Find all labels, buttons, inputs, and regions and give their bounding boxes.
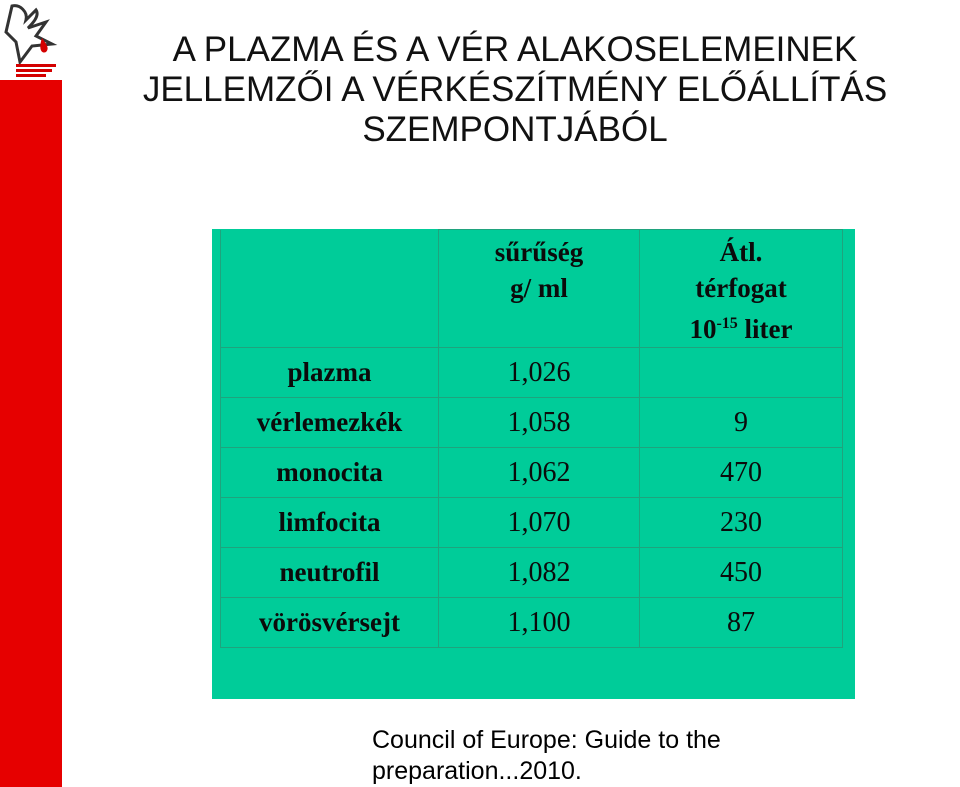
slide-title: [80, 30, 950, 150]
header-volume-line-2: térfogat: [695, 273, 787, 303]
row-label: vörösvérsejt: [221, 598, 439, 648]
row-density: 1,026: [439, 348, 640, 398]
row-volume: 87: [640, 598, 843, 648]
row-label: limfocita: [221, 498, 439, 548]
table-row: [221, 448, 843, 498]
header-volume: [640, 230, 843, 348]
header-density-line-1: sűrűség: [494, 237, 584, 267]
row-volume: 230: [640, 498, 843, 548]
table-row: [221, 398, 843, 448]
row-density: 1,070: [439, 498, 640, 548]
volume-exponent: -15: [716, 315, 738, 332]
row-label: plazma: [221, 348, 439, 398]
volume-unit: liter: [744, 314, 793, 344]
table-header-row: [221, 230, 843, 348]
table-row: [221, 548, 843, 598]
volume-base: 10: [689, 314, 717, 344]
row-label: neutrofil: [221, 548, 439, 598]
row-volume: 9: [640, 398, 843, 448]
blood-drop-logo-icon: [2, 2, 62, 80]
title-line-3: SZEMPONTJÁBÓL: [362, 110, 668, 149]
row-volume: 450: [640, 548, 843, 598]
table-row: [221, 598, 843, 648]
header-label-cell: [221, 230, 439, 348]
header-density-line-2: g/ ml: [510, 273, 568, 303]
title-line-2: JELLEMZŐI A VÉRKÉSZÍTMÉNY ELŐÁLLÍTÁS: [142, 70, 888, 109]
header-volume-line-3: [640, 306, 842, 347]
table-row: [221, 348, 843, 398]
row-density: 1,058: [439, 398, 640, 448]
header-density: [439, 230, 640, 348]
row-density: 1,082: [439, 548, 640, 598]
source-line-2: preparation...2010.: [372, 757, 582, 785]
title-line-1: A PLAZMA ÉS A VÉR ALAKOSELEMEINEK: [172, 30, 858, 69]
table-row: [221, 498, 843, 548]
row-volume: [640, 348, 843, 398]
red-side-bar: [0, 80, 62, 787]
row-density: 1,062: [439, 448, 640, 498]
header-volume-line-1: Átl.: [719, 237, 763, 267]
source-line-1: Council of Europe: Guide to the: [372, 726, 721, 754]
row-label: vérlemezkék: [221, 398, 439, 448]
source-citation: [372, 725, 892, 787]
row-label: monocita: [221, 448, 439, 498]
row-volume: 470: [640, 448, 843, 498]
blood-components-table: [220, 229, 843, 648]
row-density: 1,100: [439, 598, 640, 648]
